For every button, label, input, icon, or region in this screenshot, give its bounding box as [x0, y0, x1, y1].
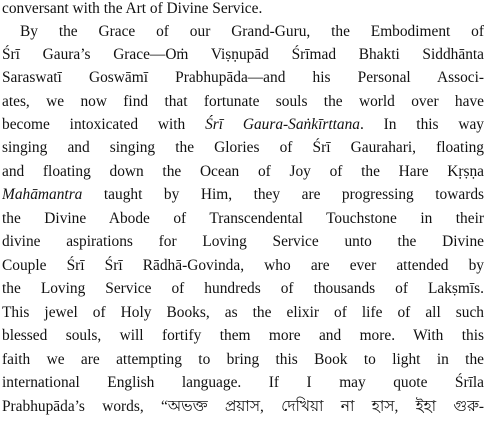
text-line: Saraswatī Goswāmī Prabhupāda—and his Personal Associ- — [2, 69, 484, 86]
text-line: conversant with the Art of Divine Service. — [2, 0, 263, 17]
text-line: faith we are attempting to bring this Book to light in the — [2, 351, 484, 368]
text-line: blessed souls, will fortify them more and more. With this — [2, 327, 484, 344]
text-line: Prabhupāda’s words, “অভক্ত প্রয়াস, দেখিয়া না হাস, ইহা গুরু- — [2, 398, 484, 415]
text-line: Couple Śrī Śrī Rādhā-Govinda, who are ever attended by — [2, 257, 484, 274]
text-line: the Loving Service of hundreds of thousands of Lakṣmīs. — [2, 280, 484, 297]
text-run: become intoxicated with — [2, 116, 206, 133]
italic-term: Śrī Gaura-Saṅkīrttana — [205, 116, 360, 133]
text-line: This jewel of Holy Books, as the elixir of life of all such — [2, 304, 484, 321]
text-line: divine aspirations for Loving Service unto the Divine — [2, 233, 484, 250]
text-line — [2, 113, 484, 136]
text-line: and floating down the Ocean of Joy of the Hare Kṛṣṇa — [2, 163, 484, 180]
text-run: . In this way — [359, 116, 484, 133]
italic-term: Mahāmantra — [2, 186, 83, 203]
text-line: ates, we now find that fortunate souls the world over have — [2, 93, 484, 110]
text-run: taught by Him, they are progressing towards — [82, 186, 484, 203]
text-line: the Divine Abode of Transcendental Touchstone in their — [2, 210, 484, 227]
text-line: singing and singing the Glories of Śrī Gaurahari, floating — [2, 139, 484, 156]
text-line: international English language. If I may quote Śrīla — [2, 374, 484, 391]
text-line — [2, 183, 484, 206]
text-line: By the Grace of our Grand-Guru, the Embodiment of — [20, 23, 484, 40]
text-line: Śrī Gaura’s Grace—Oṁ Viṣṇupād Śrīmad Bhakti Siddhānta — [2, 46, 484, 63]
